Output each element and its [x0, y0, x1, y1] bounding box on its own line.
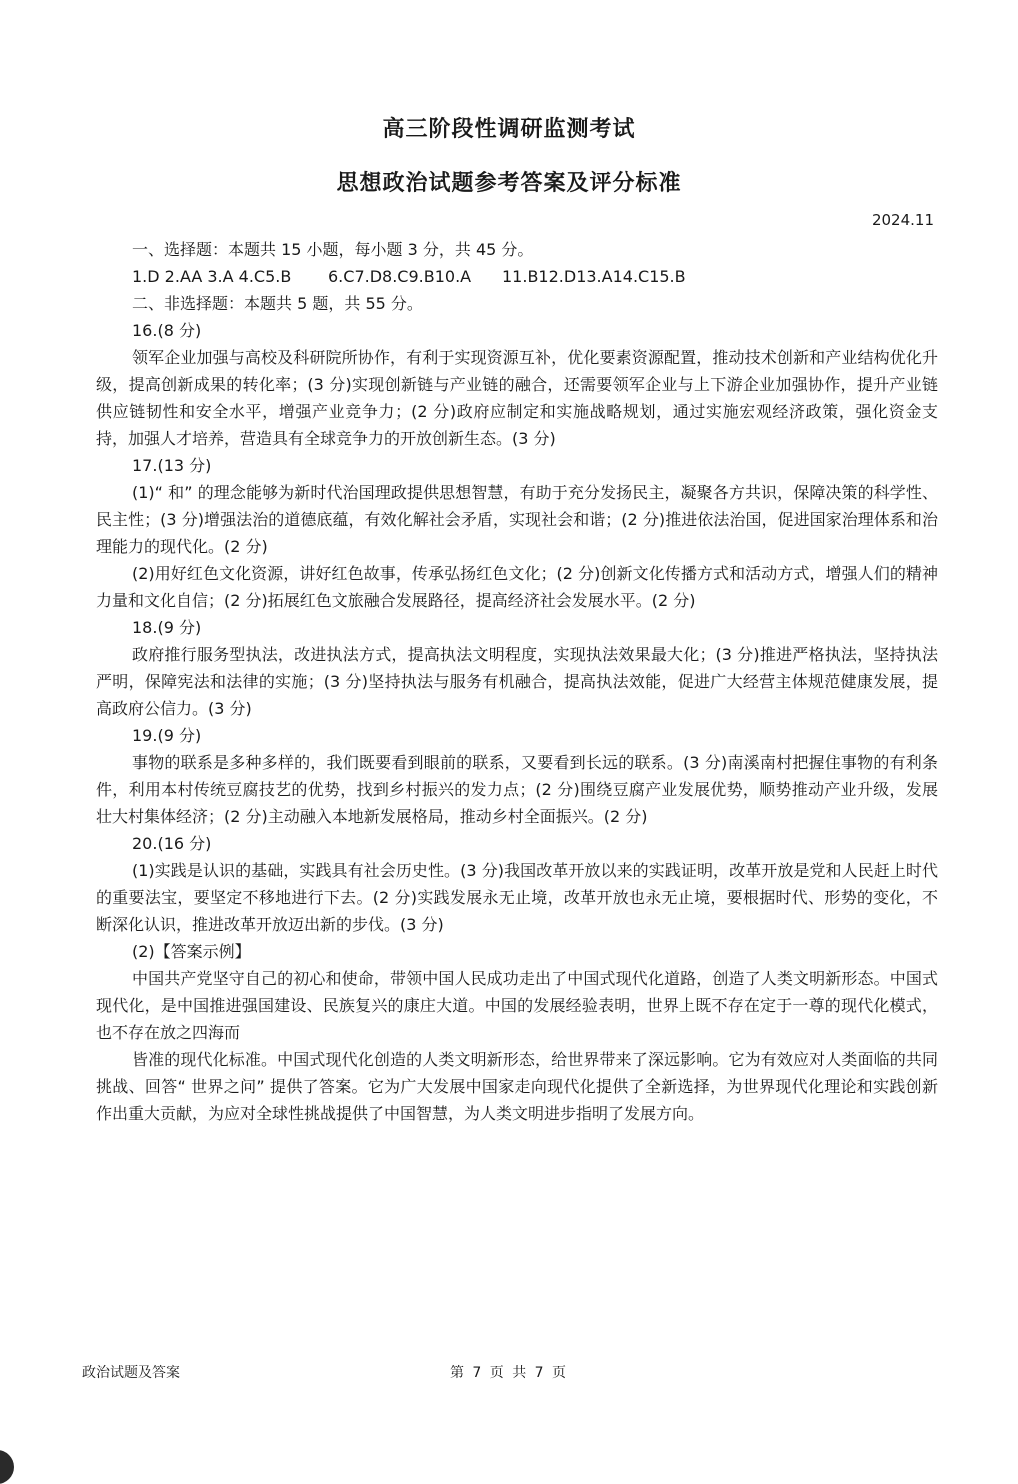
question-19-label: 19.(9 分): [132, 726, 202, 745]
question-17-label: 17.(13 分): [132, 456, 212, 475]
choice-answers-group-2: 6.C7.D8.C9.B10.A: [328, 267, 472, 286]
document-subtitle: 思想政治试题参考答案及评分标准: [336, 171, 682, 196]
section-2-heading: 二、非选择题：本题共 5 题，共 55 分。: [132, 294, 423, 313]
question-20-label: 20.(16 分): [132, 834, 212, 853]
question-17-part-1: (1)“ 和” 的理念能够为新时代治国理政提供思想智慧，有助于充分发扬民主，凝聚各方共识，保障决策的科学性、民主性；(3 分)增强法治的道德底蕴，有效化解社会矛盾，实现社会和谐；(2 分)推进依法治国，促进国家治理体系和治理能力的现代化。(2 分): [96, 483, 938, 556]
choice-answers-group-3: 11.B12.D13.A14.C15.B: [502, 267, 686, 286]
question-18-answer: 政府推行服务型执法，改进执法方式，提高执法文明程度，实现执法效果最大化；(3 分)推进严格执法，坚持执法严明，保障宪法和法律的实施；(3 分)坚持执法与服务有机融合，提高执法效能，促进广大经营主体规范健康发展，提高政府公信力。(3 分): [96, 645, 938, 718]
question-20-part-1: (1)实践是认识的基础，实践具有社会历史性。(3 分)我国改革开放以来的实践证明，改革开放是党和人民赶上时代的重要法宝，要坚定不移地进行下去。(2 分)实践发展永无止境，改革开放也永无止境，要根据时代、形势的变化，不断深化认识，推进改革开放迈出新的步伐。(3 分): [96, 861, 938, 934]
answer-body: [96, 236, 938, 1127]
question-20-example-label: (2)【答案示例】: [132, 942, 251, 961]
question-17-part-2: (2)用好红色文化资源，讲好红色故事，传承弘扬红色文化；(2 分)创新文化传播方式和活动方式，增强人们的精神力量和文化自信；(2 分)拓展红色文旅融合发展路径，提高经济社会发展水平。(2 分): [96, 564, 938, 610]
footer-subject: 政治试题及答案: [82, 1365, 180, 1381]
choice-answers-group-1: 1.D 2.AA 3.A 4.C5.B: [132, 267, 292, 286]
footer-page-number: 第 7 页 共 7 页: [449, 1365, 569, 1381]
document-title: 高三阶段性调研监测考试: [382, 117, 636, 142]
scan-corner-mark: [0, 1450, 14, 1484]
question-18-label: 18.(9 分): [132, 618, 202, 637]
question-19-answer: 事物的联系是多种多样的，我们既要看到眼前的联系，又要看到长远的联系。(3 分)南溪南村把握住事物的有利条件，利用本村传统豆腐技艺的优势，找到乡村振兴的发力点；(2 分)围绕豆腐产业发展优势，顺势推动产业升级，发展壮大村集体经济；(2 分)主动融入本地新发展格局，推动乡村全面振兴。(2 分): [96, 753, 938, 826]
choice-answers: [96, 263, 938, 290]
section-1-heading: 一、选择题：本题共 15 小题，每小题 3 分，共 45 分。: [132, 240, 534, 259]
question-16-answer: 领军企业加强与高校及科研院所协作，有利于实现资源互补，优化要素资源配置，推动技术创新和产业结构优化升级，提高创新成果的转化率；(3 分)实现创新链与产业链的融合，还需要领军企业与上下游企业加强协作，提升产业链供应链韧性和安全水平，增强产业竞争力；(2 分)政府应制定和实施战略规划，通过实施宏观经济政策，强化资金支持，加强人才培养，营造具有全球竞争力的开放创新生态。(3 分): [96, 348, 938, 448]
document-date: 2024.11: [871, 211, 934, 229]
question-16-label: 16.(8 分): [132, 321, 202, 340]
question-20-example-para-1: 中国共产党坚守自己的初心和使命，带领中国人民成功走出了中国式现代化道路，创造了人类文明新形态。中国式现代化，是中国推进强国建设、民族复兴的康庄大道。中国的发展经验表明，世界上既不存在定于一尊的现代化模式，也不存在放之四海而: [96, 969, 938, 1042]
question-20-example-para-2: 皆准的现代化标准。中国式现代化创造的人类文明新形态，给世界带来了深远影响。它为有效应对人类面临的共同挑战、回答“ 世界之问” 提供了答案。它为广大发展中国家走向现代化提供了全新选择，为世界现代化理论和实践创新作出重大贡献，为应对全球性挑战提供了中国智慧，为人类文明进步指明了发展方向。: [96, 1050, 938, 1123]
